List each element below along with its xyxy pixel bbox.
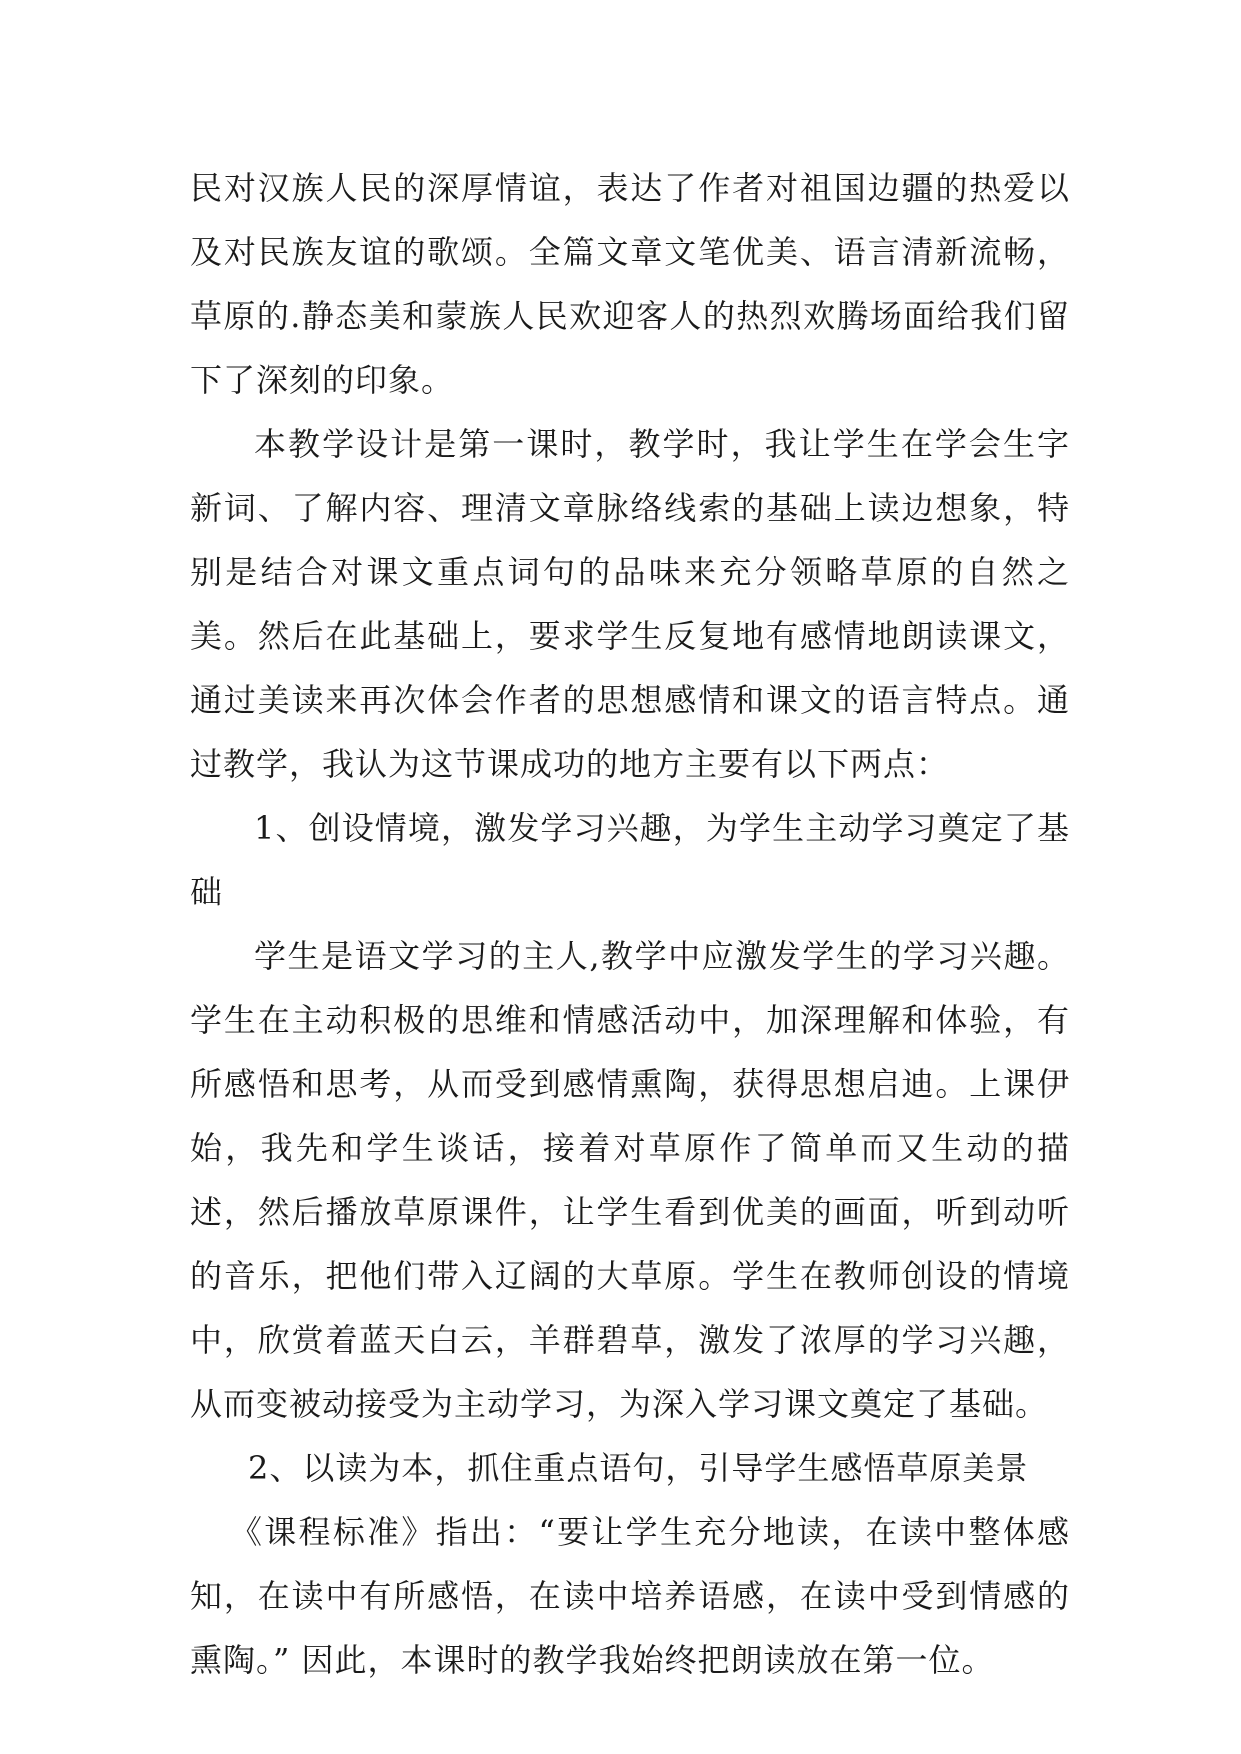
paragraph-point-two-body: 《课程标准》指出：“要让学生充分地读，在读中整体感知，在读中有所感悟，在读中培养语感，在读中受到情感的熏陶。” 因此，本课时的教学我始终把朗读放在第一位。 bbox=[190, 1513, 1070, 1679]
heading-point-one: 1、创设情境，激发学习兴趣，为学生主动学习奠定了基础 bbox=[190, 809, 1070, 911]
heading-point-two: 2、以读为本，抓住重点语句，引导学生感悟草原美景 bbox=[248, 1449, 1029, 1487]
paragraph-point-one-body: 学生是语文学习的主人,教学中应激发学生的学习兴趣。学生在主动积极的思维和情感活动中，加深理解和体验，有所感悟和思考，从而受到感情熏陶，获得思想启迪。上课伊始，我先和学生谈话，接着对草原作了简单而又生动的描述，然后播放草原课件，让学生看到优美的画面，听到动听的音乐，把他们带入辽阔的大草原。学生在教师创设的情境中，欣赏着蓝天白云，羊群碧草，激发了浓厚的学习兴趣，从而变被动接受为主动学习，为深入学习课文奠定了基础。 bbox=[190, 937, 1070, 1423]
document-body bbox=[190, 156, 1070, 1692]
paragraph-intro-continuation: 民对汉族人民的深厚情谊，表达了作者对祖国边疆的热爱以及对民族友谊的歌颂。全篇文章文笔优美、语言清新流畅，草原的.静态美和蒙族人民欢迎客人的热烈欢腾场面给我们留下了深刻的印象。 bbox=[190, 169, 1070, 399]
paragraph-teaching-design: 本教学设计是第一课时，教学时，我让学生在学会生字新词、了解内容、理清文章脉络线索的基础上读边想象，特别是结合对课文重点词句的品味来充分领略草原的自然之美。然后在此基础上，要求学生反复地有感情地朗读课文，通过美读来再次体会作者的思想感情和课文的语言特点。通过教学，我认为这节课成功的地方主要有以下两点： bbox=[190, 425, 1070, 783]
